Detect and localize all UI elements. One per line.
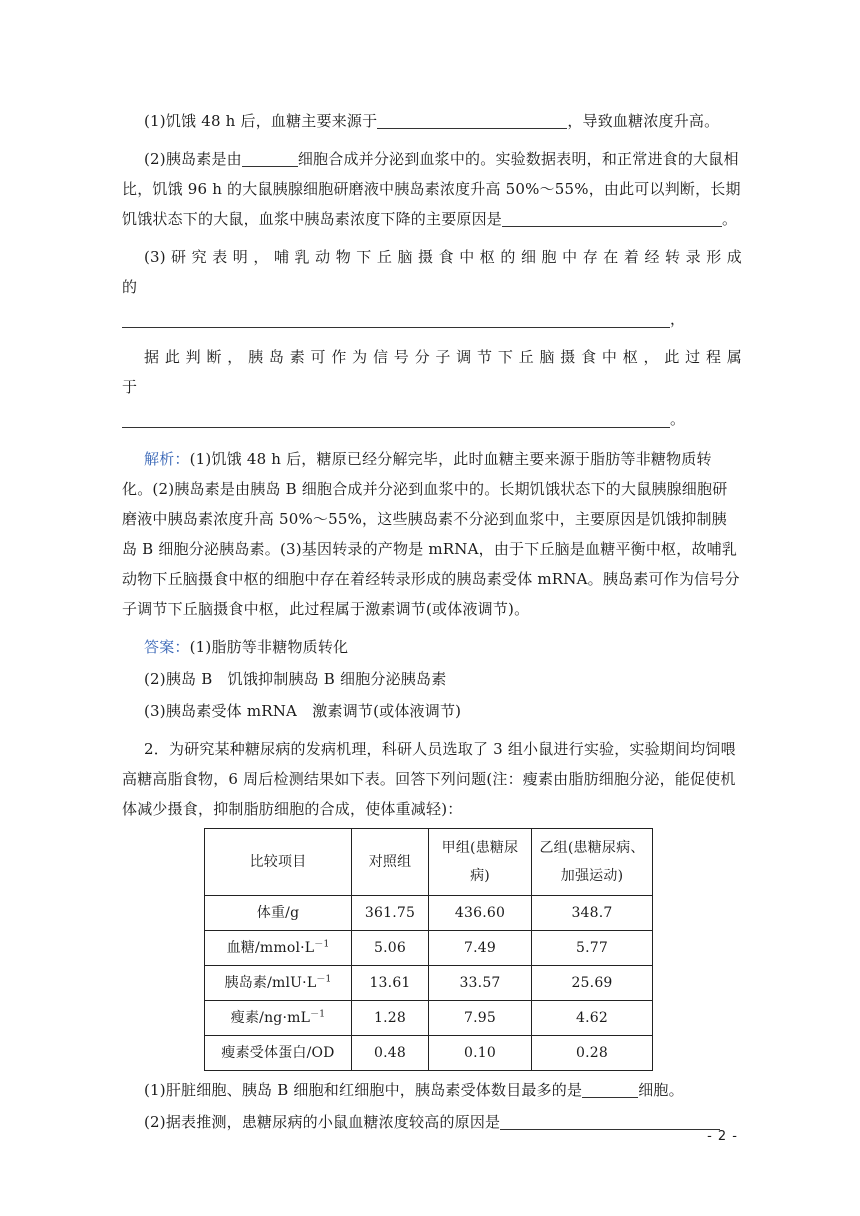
table-cell-item [205,931,352,966]
q2-1-text: (1)肝脏细胞、胰岛 B 细胞和红细胞中，胰岛素受体数目最多的是 [144,1081,583,1099]
table-cell: 0.48 [352,1036,429,1071]
table-cell-item [205,1036,352,1071]
long-blank-row [122,404,742,434]
table-cell: 25.69 [532,966,653,1001]
table-cell: 7.95 [429,1001,532,1036]
q1-2-text-b: 细胞合成并分泌到血浆中的。实验数据表明，和正常进食的大鼠相比，饥饿 96 h 的大鼠胰腺细胞研磨液中胰岛素浓度升高 50%～55%，由此可以判断，长期饥饿状态下的大鼠，血浆中胰岛素浓度下降的主要原因是 [122,150,741,228]
q1-3-text-c: 据 此 判 断 ， 胰 岛 素 可 作 为 信 号 分 子 调 节 下 丘 脑 摄 食 中 枢 ， 此 过 程 属 于 [122,348,742,396]
table-row [205,931,653,966]
q1-1-text: (1)饥饿 48 h 后，血糖主要来源于 [144,112,378,130]
unit-exponent: －1 [310,1009,326,1020]
table-cell: 348.7 [532,896,653,931]
question-2-sub-1 [122,1075,742,1105]
question-2-intro: 2．为研究某种糖尿病的发病机理，科研人员选取了 3 组小鼠进行实验，实验期间均饲喂高糖高脂食物，6 周后检测结果如下表。回答下列问题(注：瘦素由脂肪细胞分泌，能促使机体减少摄食，抑制脂肪细胞的合成，使体重减轻)： [122,740,736,818]
table-row [205,966,653,1001]
answer-blank [502,208,722,227]
answer-blank [582,1079,638,1098]
answer-blank [500,1111,720,1130]
q1-1-text-end: ，导致血糖浓度升高。 [567,112,720,130]
unit-exponent: －1 [316,974,332,985]
table-cell-item [205,1001,352,1036]
item-label: 胰岛素/mlU·L [224,975,317,991]
q1-3-text-a: (3) 研 究 表 明 ， 哺 乳 动 物 下 丘 脑 摄 食 中 枢 的 细 胞 中 存 在 着 经 转 录 形 成 的 [122,248,742,296]
q1-3-text-d: 。 [670,410,686,428]
answer-1-text: (1)脂肪等非糖物质转化 [189,638,349,656]
q1-3-text-b: ， [670,310,686,328]
answer-blank [377,110,567,129]
analysis-text: (1)饥饿 48 h 后，糖原已经分解完毕，此时血糖主要来源于脂肪等非糖物质转化。(2)胰岛素是由胰岛 B 细胞合成并分泌到血浆中的。长期饥饿状态下的大鼠胰腺细胞研磨液中胰岛素浓度升高 50%～55%，这些胰岛素不分泌到血浆中，主要原因是饥饿抑制胰岛 B 细胞分泌胰岛素。(3)基因转录的产物是 mRNA，由于下丘脑是血糖平衡中枢，故哺乳动物下丘脑摄食中枢的细胞中存在着经转录形成的胰岛素受体 mRNA。胰岛素可作为信号分子调节下丘脑摄食中枢，此过程属于激素调节(或体液调节)。 [122,450,740,618]
item-label: 瘦素/ng·mL [230,1010,311,1026]
table-header-cell: 对照组 [352,829,429,896]
question-1-part-1 [122,106,742,136]
table-cell: 13.61 [352,966,429,1001]
table-row [205,896,653,931]
question-1-part-3a [122,242,742,302]
table-header-cell: 乙组(患糖尿病、加强运动) [532,829,653,896]
analysis [122,444,742,624]
q2-1-text-end: 细胞。 [638,1081,684,1099]
table-row [205,1036,653,1071]
table-header-cell: 比较项目 [205,829,352,896]
table-cell: 361.75 [352,896,429,931]
long-blank-row [122,304,742,334]
answer-3: (3)胰岛素受体 mRNA 激素调节(或体液调节) [144,702,462,720]
question-1-part-2 [122,144,742,234]
page-number: - 2 - [707,1129,738,1144]
table-cell: 0.28 [532,1036,653,1071]
answer-blank [122,407,670,428]
item-label: 体重/g [256,905,300,921]
table-cell: 4.62 [532,1001,653,1036]
table-header-cell: 甲组(患糖尿病) [429,829,532,896]
table-cell: 0.10 [429,1036,532,1071]
q1-2-text-c: 。 [722,210,738,228]
unit-exponent: －1 [314,939,330,950]
table-cell: 1.28 [352,1001,429,1036]
q1-2-text-a: (2)胰岛素是由 [144,150,242,168]
question-2-sub-2 [122,1107,742,1137]
table-cell: 33.57 [429,966,532,1001]
table-cell-item [205,966,352,1001]
table-cell: 5.77 [532,931,653,966]
table-cell-item [205,896,352,931]
document-body [122,106,742,1145]
table-cell: 436.60 [429,896,532,931]
answer-blank [122,307,670,328]
q2-2-text: (2)据表推测，患糖尿病的小鼠血糖浓度较高的原因是 [144,1113,501,1131]
question-1-part-3b [122,342,742,402]
item-label: 瘦素受体蛋白/OD [221,1045,335,1061]
analysis-label: 解析： [144,450,190,468]
answer-2: (2)胰岛 B 饥饿抑制胰岛 B 细胞分泌胰岛素 [144,670,447,688]
answer-1 [122,632,742,662]
table-row [205,1001,653,1036]
results-table [204,828,653,1071]
table-cell: 5.06 [352,931,429,966]
table-header-row [205,829,653,896]
answer-blank [242,148,298,167]
table-cell: 7.49 [429,931,532,966]
answer-label: 答案： [144,638,190,656]
item-label: 血糖/mmol·L [226,940,315,956]
